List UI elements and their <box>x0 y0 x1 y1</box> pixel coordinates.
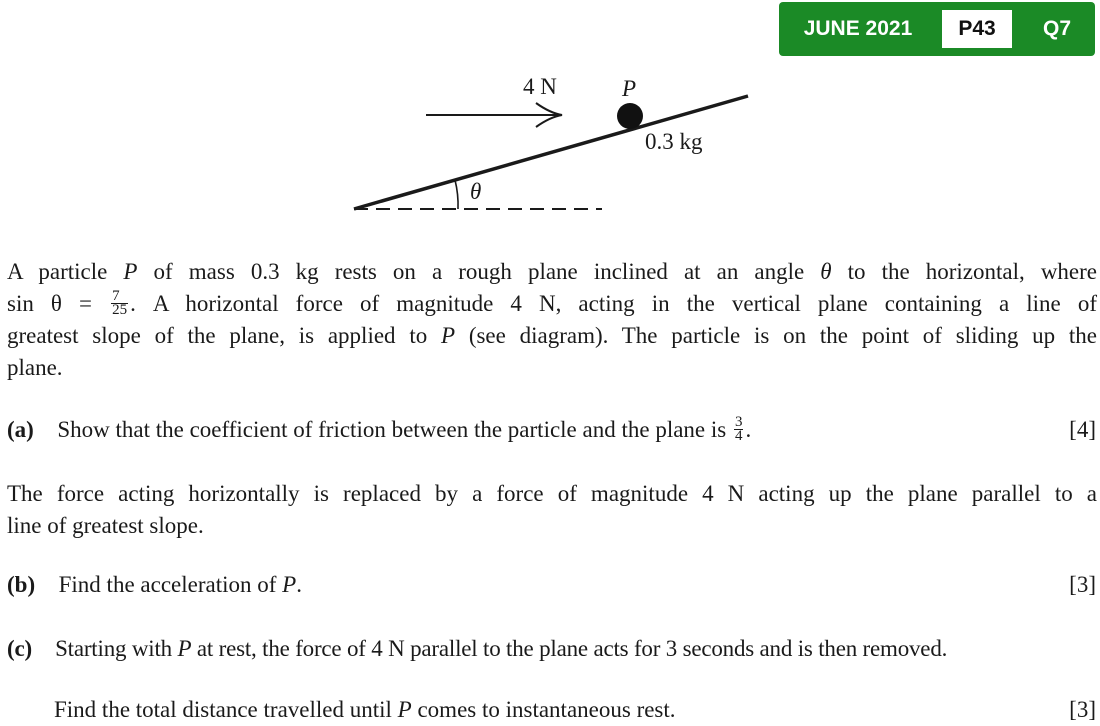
part-b-label: (b) <box>7 572 36 597</box>
question-number: Q7 <box>1042 17 1071 40</box>
intro-line-4: plane. <box>7 355 63 380</box>
part-a-marks: [4] <box>1069 417 1096 442</box>
part-b-question <box>7 569 302 601</box>
part-a-fraction: $\frac{3}{4}$ <box>734 414 743 445</box>
part-a-question: (a) Show that the coefficient of friction between the particle and the plane is $\frac{3}{4}$ . <box>7 414 752 445</box>
part-c-marks: [3] <box>1069 697 1096 722</box>
part-c-label: (c) <box>7 636 32 661</box>
bridge-line-2: line of greatest slope. <box>7 513 204 538</box>
intro-line-1: A particle P of mass 0.3 kg rests on a rough plane inclined at an angle θ to the horizontal, where <box>7 259 1098 284</box>
inclined-plane-diagram <box>340 66 770 226</box>
part-a-label: (a) <box>7 417 34 442</box>
exam-date: JUNE 2021 <box>803 17 913 40</box>
question-badge <box>779 2 1095 56</box>
part-b-marks: [3] <box>1069 572 1096 597</box>
part-c-subquestion: Find the total distance travelled until P comes to instantaneous rest. <box>54 697 676 722</box>
intro-line-3: greatest slope of the plane, is applied to P (see diagram). The particle is on the point of sliding up the <box>7 323 1097 348</box>
part-c-text: Starting with P at rest, the force of 4 N parallel to the plane acts for 3 seconds and is then removed. <box>55 636 948 661</box>
particle-p <box>617 103 643 129</box>
particle-label: P <box>622 76 637 101</box>
part-b-text: Find the acceleration of P. <box>58 572 302 597</box>
angle-label: θ <box>470 179 482 204</box>
paper-code: P43 <box>942 10 1012 48</box>
part-a-text: Show that the coefficient of friction between the particle and the plane is <box>57 417 727 442</box>
angle-arc <box>455 180 458 209</box>
part-c-question <box>7 633 947 665</box>
intro-line-2: sin θ = $\frac{7}{25}$ . A horizontal force of magnitude 4 N, acting in the vertical plane containing a line of <box>7 288 1097 319</box>
bridge-line-1: The force acting horizontally is replaced by a force of magnitude 4 N acting up the plane parallel to a <box>7 481 1097 506</box>
mass-label: 0.3 kg <box>645 129 703 154</box>
force-label: 4 N <box>523 74 557 99</box>
sin-fraction: $\frac{7}{25}$ <box>112 288 128 319</box>
